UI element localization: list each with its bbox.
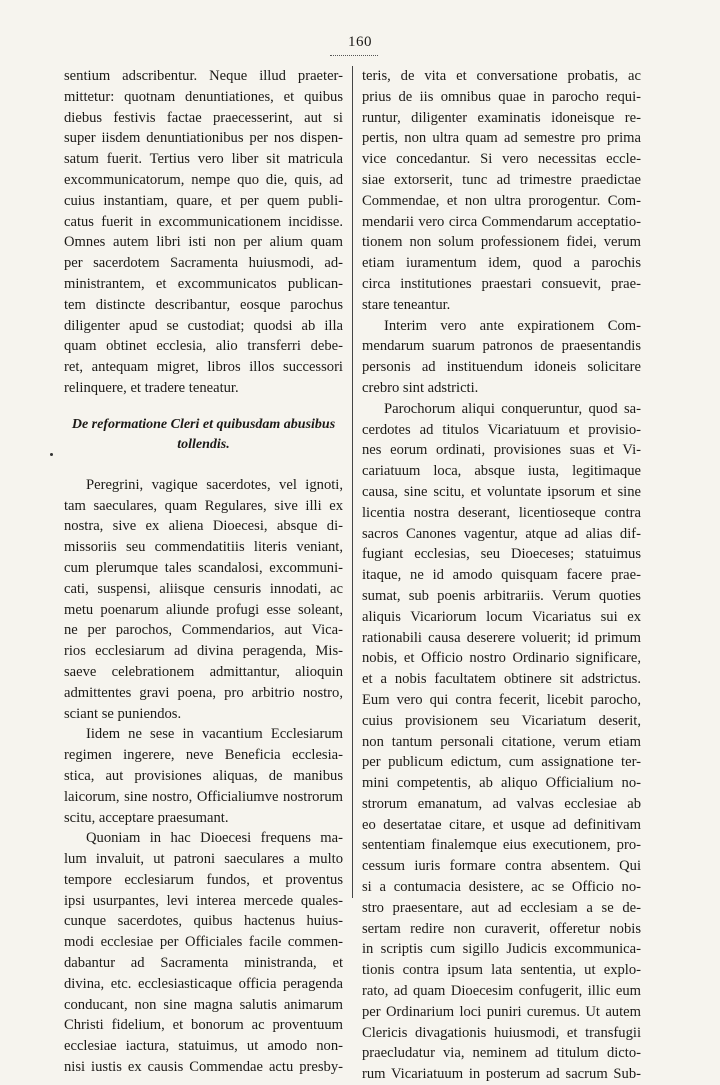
text-line: Parochorum aliqui conqueruntur, quod sa- — [384, 400, 641, 417]
heading-line: tollendis. — [177, 436, 230, 452]
text-line: Peregrini, vagique sacerdotes, vel ignoti, — [86, 476, 343, 493]
text-line: stica, aut provisiones aliquas, de manibus — [64, 767, 343, 784]
margin-mark — [50, 453, 53, 456]
text-line: per publicum edictum, cum assignatione ter- — [362, 754, 641, 771]
text-line: personis ad instituendum idoneis solicitare — [362, 359, 641, 376]
paragraph-secular-patrons — [64, 828, 343, 1078]
text-line: catus fuerit in excommunicationem incidisse. — [64, 213, 343, 230]
text-line: cuius instantiam, quare, et per quem publi- — [64, 192, 343, 209]
text-line: mendarii vero circa Commendarum acceptatio- — [362, 213, 641, 230]
text-line: admittentes gravi poena, pro arbitrio nostro, — [64, 684, 343, 701]
text-line: nisi iustis ex causis Commendae actu presby- — [64, 1059, 343, 1076]
text-line: sertam redire non curaverit, offeretur nobis — [362, 920, 641, 937]
text-line: mini competentis, ab aliquo Officialium no- — [362, 775, 641, 792]
paragraph-vicariates — [362, 399, 641, 1085]
text-line: non tantum personali citatione, verum etiam — [362, 733, 641, 750]
text-line: sumat, sub poenis arbitrariis. Verum quoties — [362, 587, 641, 604]
text-line: super iisdem denuntiationibus per nos dispen- — [64, 130, 343, 147]
text-line: scitu, acceptare praesumant. — [64, 809, 229, 826]
text-line: cariatuum loca, absque iusta, legitimaque — [362, 463, 641, 480]
text-line: metu poenarum aliunde profugi esse soleant, — [64, 601, 343, 618]
paragraph-vacant-churches — [64, 724, 343, 828]
text-line: stare teneantur. — [362, 296, 451, 313]
right-column — [362, 66, 641, 1085]
text-line: cerdotes ad titulos Vicariatuum et provisio- — [362, 421, 641, 438]
text-line: tionem non solum professionem fidei, verum — [362, 234, 641, 251]
text-line: ecclesiae iactura, statuimus, ut amodo non- — [64, 1038, 343, 1055]
text-line: Omnes autem libri isti non per alium quam — [64, 234, 343, 251]
text-line: relinquere, et tradere teneatur. — [64, 379, 239, 396]
text-line: Quoniam in hac Dioecesi frequens ma- — [86, 830, 343, 847]
text-line: licentia nostra deserant, licentioseque contra — [362, 504, 641, 521]
text-line: Eum vero qui contra fecerit, licebit parocho, — [362, 691, 641, 708]
text-line: teris, de vita et conversatione probatis, ac — [362, 68, 641, 84]
text-line: rios ecclesiarum ad divina peragenda, Mis- — [64, 643, 343, 660]
text-line: cessum iuris formare contra absentem. Qui — [362, 858, 641, 875]
text-line: rationabili causa deserere voluerit; id primum — [362, 629, 641, 646]
text-line: tem distincte describantur, eosque parochus — [64, 296, 343, 313]
text-line: crebro sint adstricti. — [362, 379, 479, 396]
text-line: ne per parochos, Commendarios, aut Vica- — [64, 622, 343, 639]
text-line: ipsi usurpantes, levi interea mercede quales- — [64, 892, 343, 909]
text-line: causa, sine scitu, et voluntate ipsorum et sine — [362, 483, 641, 500]
text-line: per Ordinarium loci puniri curemus. Ut autem — [362, 1003, 641, 1020]
text-line: diebus festivis factae praecesserint, aut si — [64, 109, 343, 126]
text-line: si a contumacia desistere, ac se Officio no- — [362, 879, 641, 896]
paragraph-wandering-priests — [64, 475, 343, 725]
text-line: siae extorserit, tunc ad trimestre praedictae — [362, 171, 641, 188]
text-line: tionis contra ipsum lata sententia, ut explo- — [362, 962, 641, 979]
section-heading — [64, 415, 343, 455]
text-line: nobis, et Officio nostro Ordinario significare, — [362, 650, 641, 667]
paragraph-parish-books — [64, 66, 343, 399]
text-line: cuius provisionem seu Vicariatum deserit, — [362, 712, 641, 729]
text-line: saeve celebrationem admittantur, alioquin — [64, 663, 343, 680]
text-line: modi ecclesiae per Officiales facile commen- — [64, 934, 343, 951]
text-line: sentium adscribentur. Neque illud praeter- — [64, 68, 343, 84]
text-line: quam obtinet ecclesia, alio transferri debe- — [64, 338, 343, 355]
page-number: 160 — [348, 34, 372, 50]
text-line: divina, etc. ecclesiasticaque officia peragenda — [64, 975, 343, 992]
text-line: itaque, ne id amodo quisquam facere prae- — [362, 567, 641, 584]
text-line: sciant se puniendos. — [64, 705, 182, 722]
text-line: fugiant ecclesias, seu Dioeceses; statuimus — [362, 546, 641, 563]
text-line: Iidem ne sese in vacantium Ecclesiarum — [86, 726, 343, 743]
text-line: praecludatur via, neminem ad titulum dicto- — [362, 1045, 641, 1062]
text-line: missoriis seu commendatitiis literis veniant, — [64, 539, 343, 556]
text-line: cati, suspensi, aliisque censuris innodati, ac — [64, 580, 343, 597]
text-line: vice concedantur. Si vero necessitas eccle- — [362, 151, 641, 168]
paragraph-commendae-continued — [362, 66, 641, 316]
text-line: laicorum, sine nostro, Officialiumve nostrorum — [64, 788, 343, 805]
text-line: per sacerdotem Sacramenta huiusmodi, ad- — [64, 255, 343, 272]
text-line: mendarum suarum patronos de praesentandis — [362, 338, 641, 355]
text-line: sententiam finalemque eius executionem, pro- — [362, 837, 641, 854]
column-divider — [352, 66, 353, 898]
text-line: conducant, non sine magna salutis animarum — [64, 996, 343, 1013]
text-line: in scriptis cum sigillo Judicis excommunica- — [362, 941, 641, 958]
text-line: nostra, sive ex aliena Dioecesi, absque di- — [64, 518, 343, 535]
text-line: strorum emanatum, ad valvas ecclesiae ab — [362, 795, 641, 812]
text-line: etiam iuramentum idem, quod a parochis — [362, 255, 641, 272]
text-line: ministrantem, et excommunicatos publican- — [64, 275, 343, 292]
text-line: dabantur ad Sacramenta ministranda, et — [64, 955, 343, 972]
text-line: satum fuerit. Tertius vero liber sit matricula — [64, 151, 343, 168]
left-column — [64, 66, 343, 1078]
text-line: regimen ingerere, neve Beneficia ecclesia- — [64, 747, 343, 764]
text-line: pertis, non ultra quam ad semestre pro prima — [362, 130, 641, 147]
text-line: sacros Canones vagentur, atque ad alias dif- — [362, 525, 641, 542]
page-number-underline — [330, 55, 378, 56]
text-line: prius de iis omnibus quae in parocho requi- — [362, 88, 641, 105]
text-line: lum invaluit, ut patroni saeculares a multo — [64, 851, 343, 868]
text-line: eo desertatae citare, et usque ad definitivam — [362, 816, 641, 833]
text-line: cum plerumque tales scandalosi, excommuni- — [64, 559, 343, 576]
text-line: mittetur: quotnam denuntiationes, et quibus — [64, 88, 343, 105]
heading-line: De reformatione Cleri et quibusdam abusibus — [71, 416, 336, 432]
text-line: aliquis Vicariorum locum Vicariatus sui ex — [362, 608, 641, 625]
text-line: Interim vero ante expirationem Com- — [384, 317, 641, 334]
text-line: circa institutiones praestari consuevit, prae- — [362, 275, 641, 292]
text-line: rum Vicariatuum in posterum ad sacrum Sub- — [362, 1066, 641, 1083]
paragraph-patrons-solicitation — [362, 316, 641, 399]
text-line: stro praesentare, aut ad ecclesiam a se de- — [362, 899, 641, 916]
text-line: rato, ad quam Dioecesim confugerit, illic eum — [362, 983, 641, 1000]
text-line: tempore ecclesiarum fundos, et proventus — [64, 871, 343, 888]
text-line: runtur, diligenter examinatis idoneisque re- — [362, 109, 641, 126]
text-line: Clericis divagationis huiusmodi, et transfugii — [362, 1024, 641, 1041]
text-line: et a nobis facultatem obtinere sit adstrictus. — [362, 671, 641, 688]
text-line: Commendae, et non ultra prorogentur. Com- — [362, 192, 641, 209]
text-line: diligenter apud se custodiat; quodsi ab illa — [64, 317, 343, 334]
text-line: nes eorum ordinati, provisiones suas et Vi- — [362, 442, 641, 459]
text-line: tam saeculares, quam Regulares, sive illi ex — [64, 497, 343, 514]
text-line: Christi fidelium, et bonorum ac proventuum — [64, 1017, 343, 1034]
text-line: cunque sacerdotes, quibus hactenus huius- — [64, 913, 343, 930]
text-line: excommunicatorum, nempe quo die, quis, ad — [64, 171, 343, 188]
text-line: ret, antequam migret, libros illos successori — [64, 359, 343, 376]
